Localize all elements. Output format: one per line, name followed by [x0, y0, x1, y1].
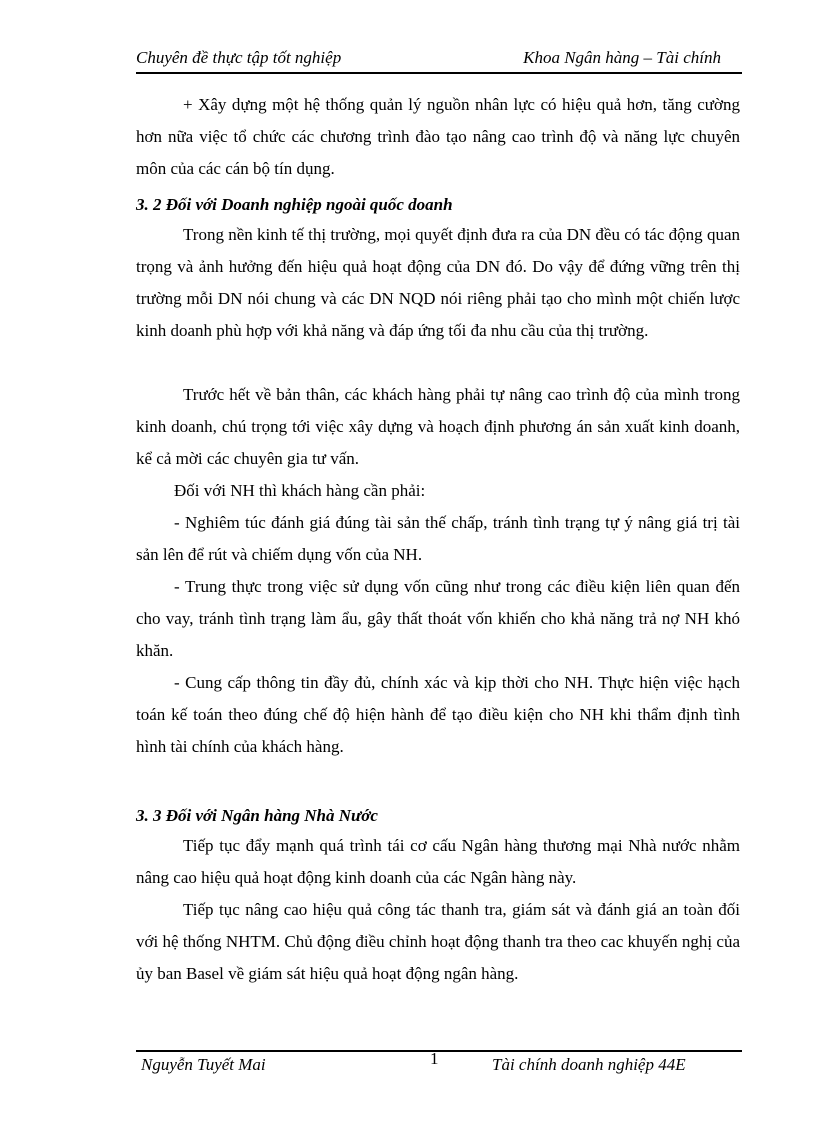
footer-author: Nguyễn Tuyết Mai — [141, 1055, 266, 1074]
list-item-honesty: - Trung thực trong việc sử dụng vốn cũng như trong các điều kiện liên quan đến cho vay, tránh tình trạng làm ẩu, gây thất thoát vốn khiến cho khả năng trả nợ NH khó khăn. — [136, 577, 740, 660]
section-heading-3-2: 3. 2 Đối với Doanh nghiệp ngoài quốc doanh — [136, 195, 453, 214]
paragraph-customer-duties-intro: Đối với NH thì khách hàng cần phải: — [174, 481, 426, 500]
page-number: 1 — [430, 1049, 439, 1068]
footer-class: Tài chính doanh nghiệp 44E — [492, 1055, 686, 1074]
footer-divider — [136, 1050, 742, 1052]
list-item-information: - Cung cấp thông tin đầy đủ, chính xác và kịp thời cho NH. Thực hiện việc hạch toán kế toán theo đúng chế độ hiện hành để tạo điều kiện cho NH khi thẩm định tình hình tài chính của khách hàng. — [136, 673, 740, 756]
paragraph-hr-system: + Xây dựng một hệ thống quản lý nguồn nhân lực có hiệu quả hơn, tăng cường hơn nữa việc tổ chức các chương trình đào tạo nâng cao trình độ và năng lực chuyên môn của các cán bộ tín dụng. — [136, 95, 740, 178]
header-title-right: Khoa Ngân hàng – Tài chính — [523, 48, 721, 67]
header-divider — [136, 72, 742, 74]
paragraph-restructuring: Tiếp tục đẩy mạnh quá trình tái cơ cấu Ngân hàng thương mại Nhà nước nhằm nâng cao hiệu quả hoạt động kinh doanh của các Ngân hàng này. — [136, 836, 740, 887]
header-title-left: Chuyên đề thực tập tốt nghiệp — [136, 48, 342, 67]
section-heading-3-3: 3. 3 Đối với Ngân hàng Nhà Nước — [136, 806, 378, 825]
list-item-collateral: - Nghiêm túc đánh giá đúng tài sản thế chấp, tránh tình trạng tự ý nâng giá trị tài sản lên để rút và chiếm dụng vốn của NH. — [136, 513, 740, 564]
page-header — [136, 48, 741, 70]
page-footer — [136, 1049, 741, 1079]
paragraph-supervision: Tiếp tục nâng cao hiệu quả công tác thanh tra, giám sát và đánh giá an toàn đối với hệ thống NHTM. Chủ động điều chỉnh hoạt động thanh tra theo cac khuyến nghị của ủy ban Basel về giám sát hiệu quả hoạt động ngân hàng. — [136, 900, 740, 983]
paragraph-market-economy: Trong nền kinh tế thị trường, mọi quyết định đưa ra của DN đều có tác động quan trọng và ảnh hưởng đến hiệu quả hoạt động của DN đó. Do vậy để đứng vững trên thị trường mỗi DN nói chung và các DN NQD nói riêng phải tạo cho mình một chiến lược kinh doanh phù hợp với khả năng và đáp ứng tối đa nhu cầu của thị trường. — [136, 225, 740, 340]
paragraph-customer-self-improvement: Trước hết về bản thân, các khách hàng phải tự nâng cao trình độ của mình trong kinh doanh, chú trọng tới việc xây dựng và hoạch định phương án sản xuất kinh doanh, kể cả mời các chuyên gia tư vấn. — [136, 385, 740, 468]
